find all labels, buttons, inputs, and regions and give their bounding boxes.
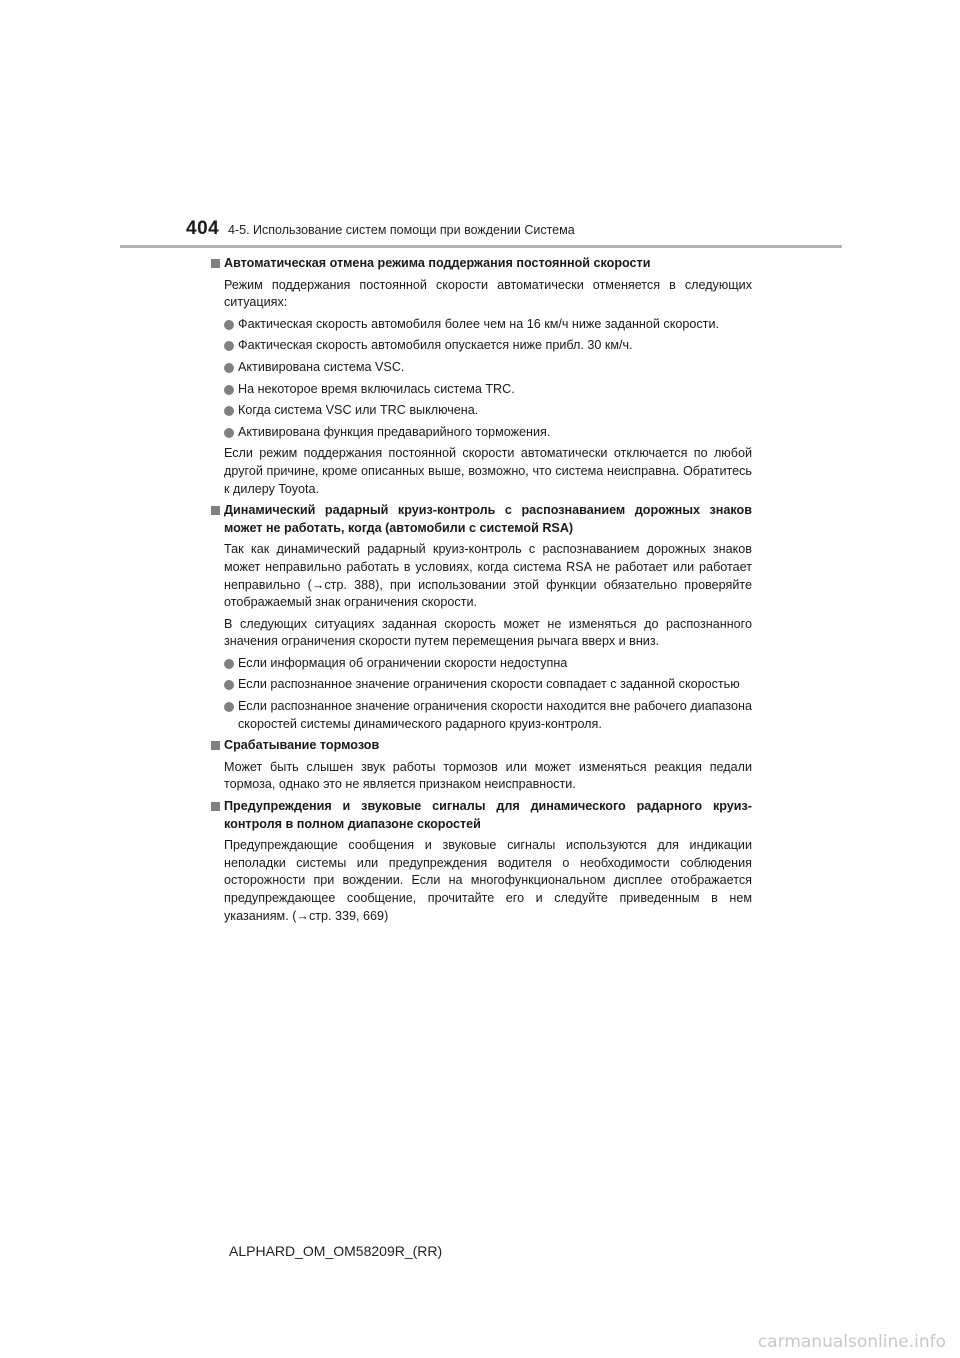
watermark: carmanualsonline.info bbox=[757, 1332, 946, 1352]
section-heading bbox=[210, 737, 752, 755]
list-item-text: Когда система VSC или TRC выключена. bbox=[238, 403, 479, 418]
list-item-text: Если информация об ограничении скорости недоступна bbox=[238, 655, 568, 670]
list-item-text: Фактическая скорость автомобиля более чем на 16 км/ч ниже заданной скорости. bbox=[238, 316, 719, 331]
circle-bullet-icon bbox=[224, 385, 234, 395]
circle-bullet-icon bbox=[224, 428, 234, 438]
circle-bullet-icon bbox=[224, 320, 234, 330]
list-item bbox=[210, 424, 752, 442]
heading-text: Срабатывание тормозов bbox=[224, 738, 380, 753]
list-item bbox=[210, 381, 752, 399]
list-item-text: На некоторое время включилась система TRC. bbox=[238, 381, 515, 396]
paragraph: Так как динамический радарный круиз-контроль с распознаванием дорожных знаков может неправильно работать в условиях, когда система RSA не работает или работает неправильно (→стр. 388), при использовании этой функции обязательно проверяйте отображаемый знак ограничения скорости. bbox=[224, 542, 752, 610]
list-item bbox=[210, 655, 752, 673]
header-divider bbox=[120, 245, 842, 248]
chapter-title: 4-5. Использование систем помощи при вождении Система bbox=[228, 223, 575, 237]
list-item bbox=[210, 316, 752, 334]
paragraph: Предупреждающие сообщения и звуковые сигналы используются для индикации неполадки системы или предупреждения водителя о необходимости соблюдения осторожности при вождении. Если на многофункциональном дисплее отображается предупреждающее сообщение, прочитайте его и следуйте приведенным в нем указаниям. (→стр. 339, 669) bbox=[224, 838, 752, 923]
circle-bullet-icon bbox=[224, 363, 234, 373]
list-item-text: Если распознанное значение ограничения скорости совпадает с заданной скоростью bbox=[238, 677, 740, 692]
page-number: 404 bbox=[186, 218, 220, 239]
square-bullet-icon bbox=[211, 506, 220, 515]
list-item bbox=[210, 698, 752, 733]
list-item-text: Если распознанное значение ограничения скорости находится вне рабочего диапазона скоростей системы динамического радарного круиз-контроля. bbox=[238, 699, 752, 731]
circle-bullet-icon bbox=[224, 659, 234, 669]
list-item-text: Фактическая скорость автомобиля опускается ниже прибл. 30 км/ч. bbox=[238, 338, 633, 353]
paragraph: В следующих ситуациях заданная скорость может не изменяться до распознанного значения ограничения скорости путем перемещения рычага вверх и вниз. bbox=[224, 616, 752, 649]
list-item bbox=[210, 676, 752, 694]
paragraph: Режим поддержания постоянной скорости автоматически отменяется в следующих ситуациях: bbox=[224, 277, 752, 310]
circle-bullet-icon bbox=[224, 341, 234, 351]
square-bullet-icon bbox=[211, 802, 220, 811]
page-content bbox=[210, 255, 752, 929]
list-item bbox=[210, 359, 752, 377]
paragraph: Может быть слышен звук работы тормозов или может изменяться реакция педали тормоза, однако это не является признаком неисправности. bbox=[224, 759, 752, 792]
square-bullet-icon bbox=[211, 259, 220, 268]
list-item bbox=[210, 402, 752, 420]
square-bullet-icon bbox=[211, 741, 220, 750]
list-item bbox=[210, 337, 752, 355]
heading-text: Предупреждения и звуковые сигналы для динамического радарного круиз-контроля в полном диапазоне скоростей bbox=[224, 799, 752, 831]
section-heading bbox=[210, 502, 752, 537]
circle-bullet-icon bbox=[224, 680, 234, 690]
circle-bullet-icon bbox=[224, 406, 234, 416]
heading-text: Динамический радарный круиз-контроль с распознаванием дорожных знаков может не работать, когда (автомобили с системой RSA) bbox=[224, 503, 752, 535]
heading-text: Автоматическая отмена режима поддержания постоянной скорости bbox=[224, 256, 651, 270]
section-heading bbox=[210, 798, 752, 833]
paragraph: Если режим поддержания постоянной скорости автоматически отключается по любой другой причине, кроме описанных выше, возможно, что система неисправна. Обратитесь к дилеру Toyota. bbox=[224, 446, 752, 496]
circle-bullet-icon bbox=[224, 702, 234, 712]
list-item-text: Активирована система VSC. bbox=[238, 359, 405, 374]
section-heading bbox=[210, 255, 752, 273]
list-item-text: Активирована функция предаварийного торможения. bbox=[238, 424, 551, 439]
document-code: ALPHARD_OM_OM58209R_(RR) bbox=[229, 1243, 443, 1259]
